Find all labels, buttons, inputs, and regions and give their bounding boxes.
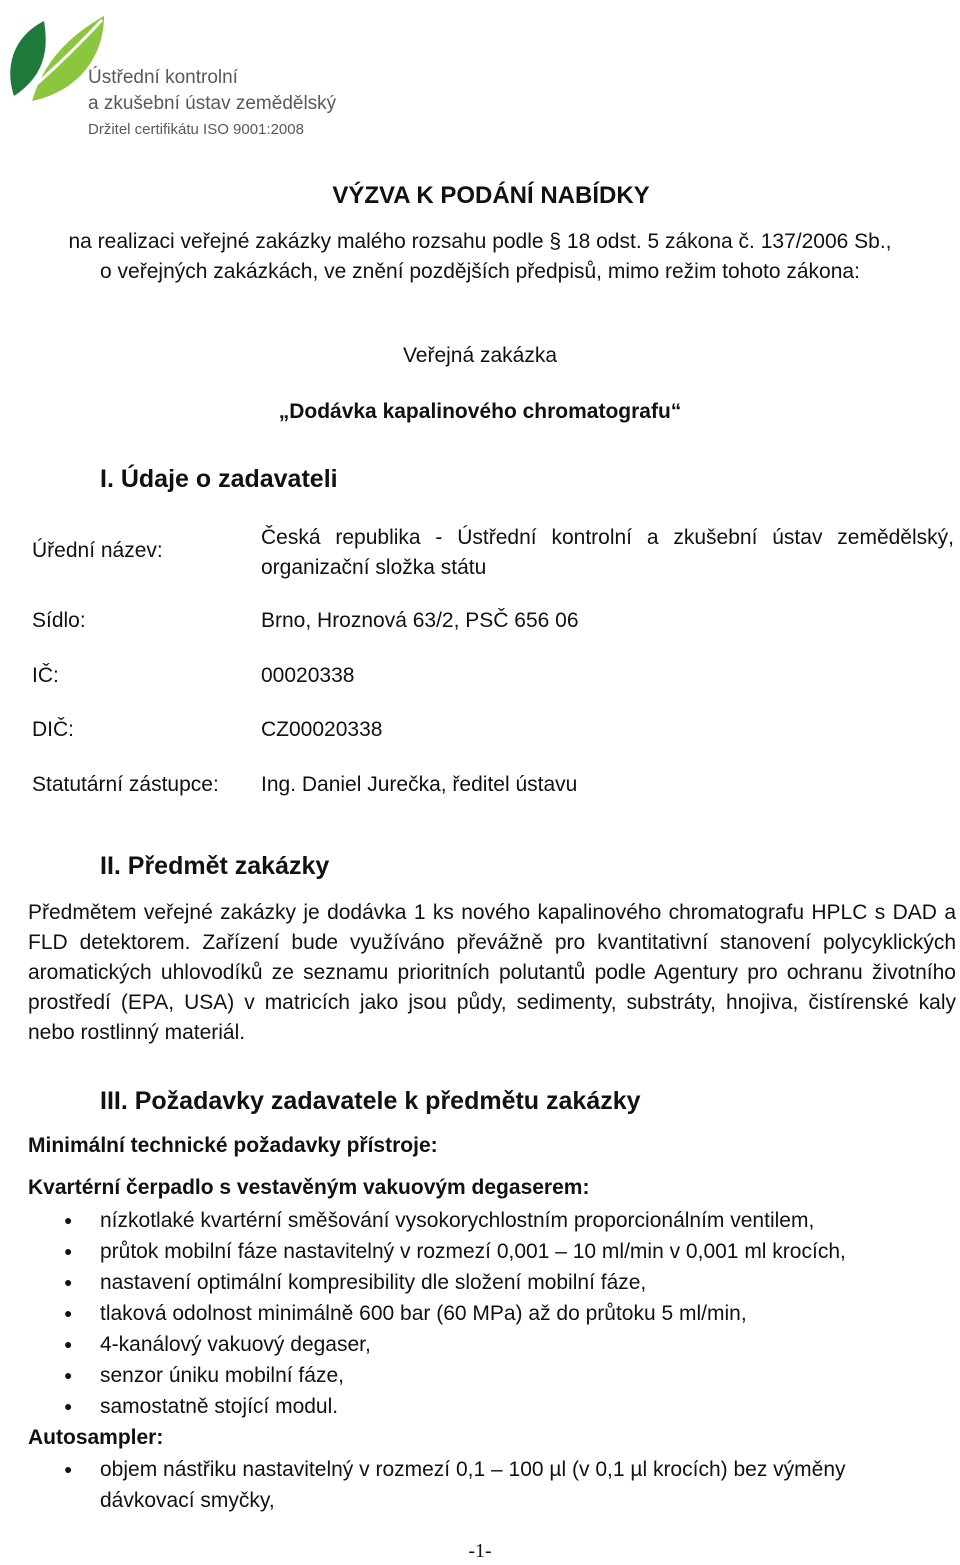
statutory-label: Statutární zástupce: — [32, 773, 219, 796]
dic-label: DIČ: — [32, 718, 74, 741]
section-2-text: Předmětem veřejné zakázky je dodávka 1 ks nového kapalinového chromatografu HPLC s DAD a FLD detektorem. Zařízení bude využíváno převážně pro kvantitativní stanovení polycyklických aromatických uhlovodíků ze seznamu prioritních polutantů podle Agentury pro ochranu životního prostředí (EPA, USA) v matricích jako jsou půdy, sedimenty, substráty, hnojiva, čistírenské kaly nebo rostlinný materiál. — [28, 901, 956, 1044]
seat-value: Brno, Hroznová 63/2, PSČ 656 06 — [261, 609, 579, 632]
document-title: VÝZVA K PODÁNÍ NABÍDKY — [332, 182, 650, 209]
official-name-value: Česká republika - Ústřední kontrolní a zkušební ústav zemědělský, organizační složka státu — [261, 526, 954, 579]
list-item: ● 4-kanálový vakuový degaser, — [28, 1329, 948, 1360]
list-item: ● senzor úniku mobilní fáze, — [28, 1360, 948, 1391]
intro-line-1: na realizaci veřejné zakázky malého rozsahu podle § 18 odst. 5 zákona č. 137/2006 Sb., — [68, 230, 892, 253]
min-requirements-heading: Minimální technické požadavky přístroje: — [28, 1134, 438, 1157]
logo-name-line1: Ústřední kontrolní — [88, 67, 238, 88]
intro-line-2: o veřejných zakázkách, ve znění pozdějších předpisů, mimo režim tohoto zákona: — [100, 260, 860, 283]
section-1-heading: I. Údaje o zadavateli — [100, 465, 338, 493]
institution-logo — [4, 6, 364, 141]
pump-heading: Kvartérní čerpadlo s vestavěným vakuovým degaserem: — [28, 1176, 590, 1199]
logo-name-line2: a zkušební ústav zemědělský — [88, 93, 337, 114]
list-item: ● objem nástřiku nastavitelný v rozmezí 0,1 – 100 µl (v 0,1 µl krocích) bez výměny dávkovací smyčky, — [28, 1454, 888, 1516]
page-number: -1- — [468, 1540, 492, 1562]
dic-value: CZ00020338 — [261, 718, 383, 741]
list-item: ● nastavení optimální kompresibility dle složení mobilní fáze, — [28, 1267, 948, 1298]
list-item: ● samostatně stojící modul. — [28, 1391, 948, 1422]
contract-label: Veřejná zakázka — [402, 344, 558, 367]
ic-value: 00020338 — [261, 664, 355, 687]
autosampler-requirements-list — [28, 1454, 888, 1516]
list-item: ● průtok mobilní fáze nastavitelný v rozmezí 0,001 – 10 ml/min v 0,001 ml krocích, — [28, 1236, 948, 1267]
list-item: ● tlaková odolnost minimálně 600 bar (60 MPa) až do průtoku 5 ml/min, — [28, 1298, 948, 1329]
contract-name: „Dodávka kapalinového chromatografu“ — [278, 400, 682, 423]
pump-requirements-list — [28, 1205, 948, 1422]
logo-certificate: Držitel certifikátu ISO 9001:2008 — [88, 121, 304, 138]
seat-label: Sídlo: — [32, 609, 86, 632]
section-3-heading: III. Požadavky zadavatele k předmětu zakázky — [100, 1087, 641, 1115]
list-item: ● nízkotlaké kvartérní směšování vysokorychlostním proporcionálním ventilem, — [28, 1205, 948, 1236]
ic-label: IČ: — [32, 664, 59, 687]
official-name-label: Úřední název: — [32, 539, 163, 562]
section-2-heading: II. Předmět zakázky — [100, 852, 330, 880]
autosampler-heading: Autosampler: — [28, 1426, 164, 1449]
statutory-value: Ing. Daniel Jurečka, ředitel ústavu — [261, 773, 578, 796]
